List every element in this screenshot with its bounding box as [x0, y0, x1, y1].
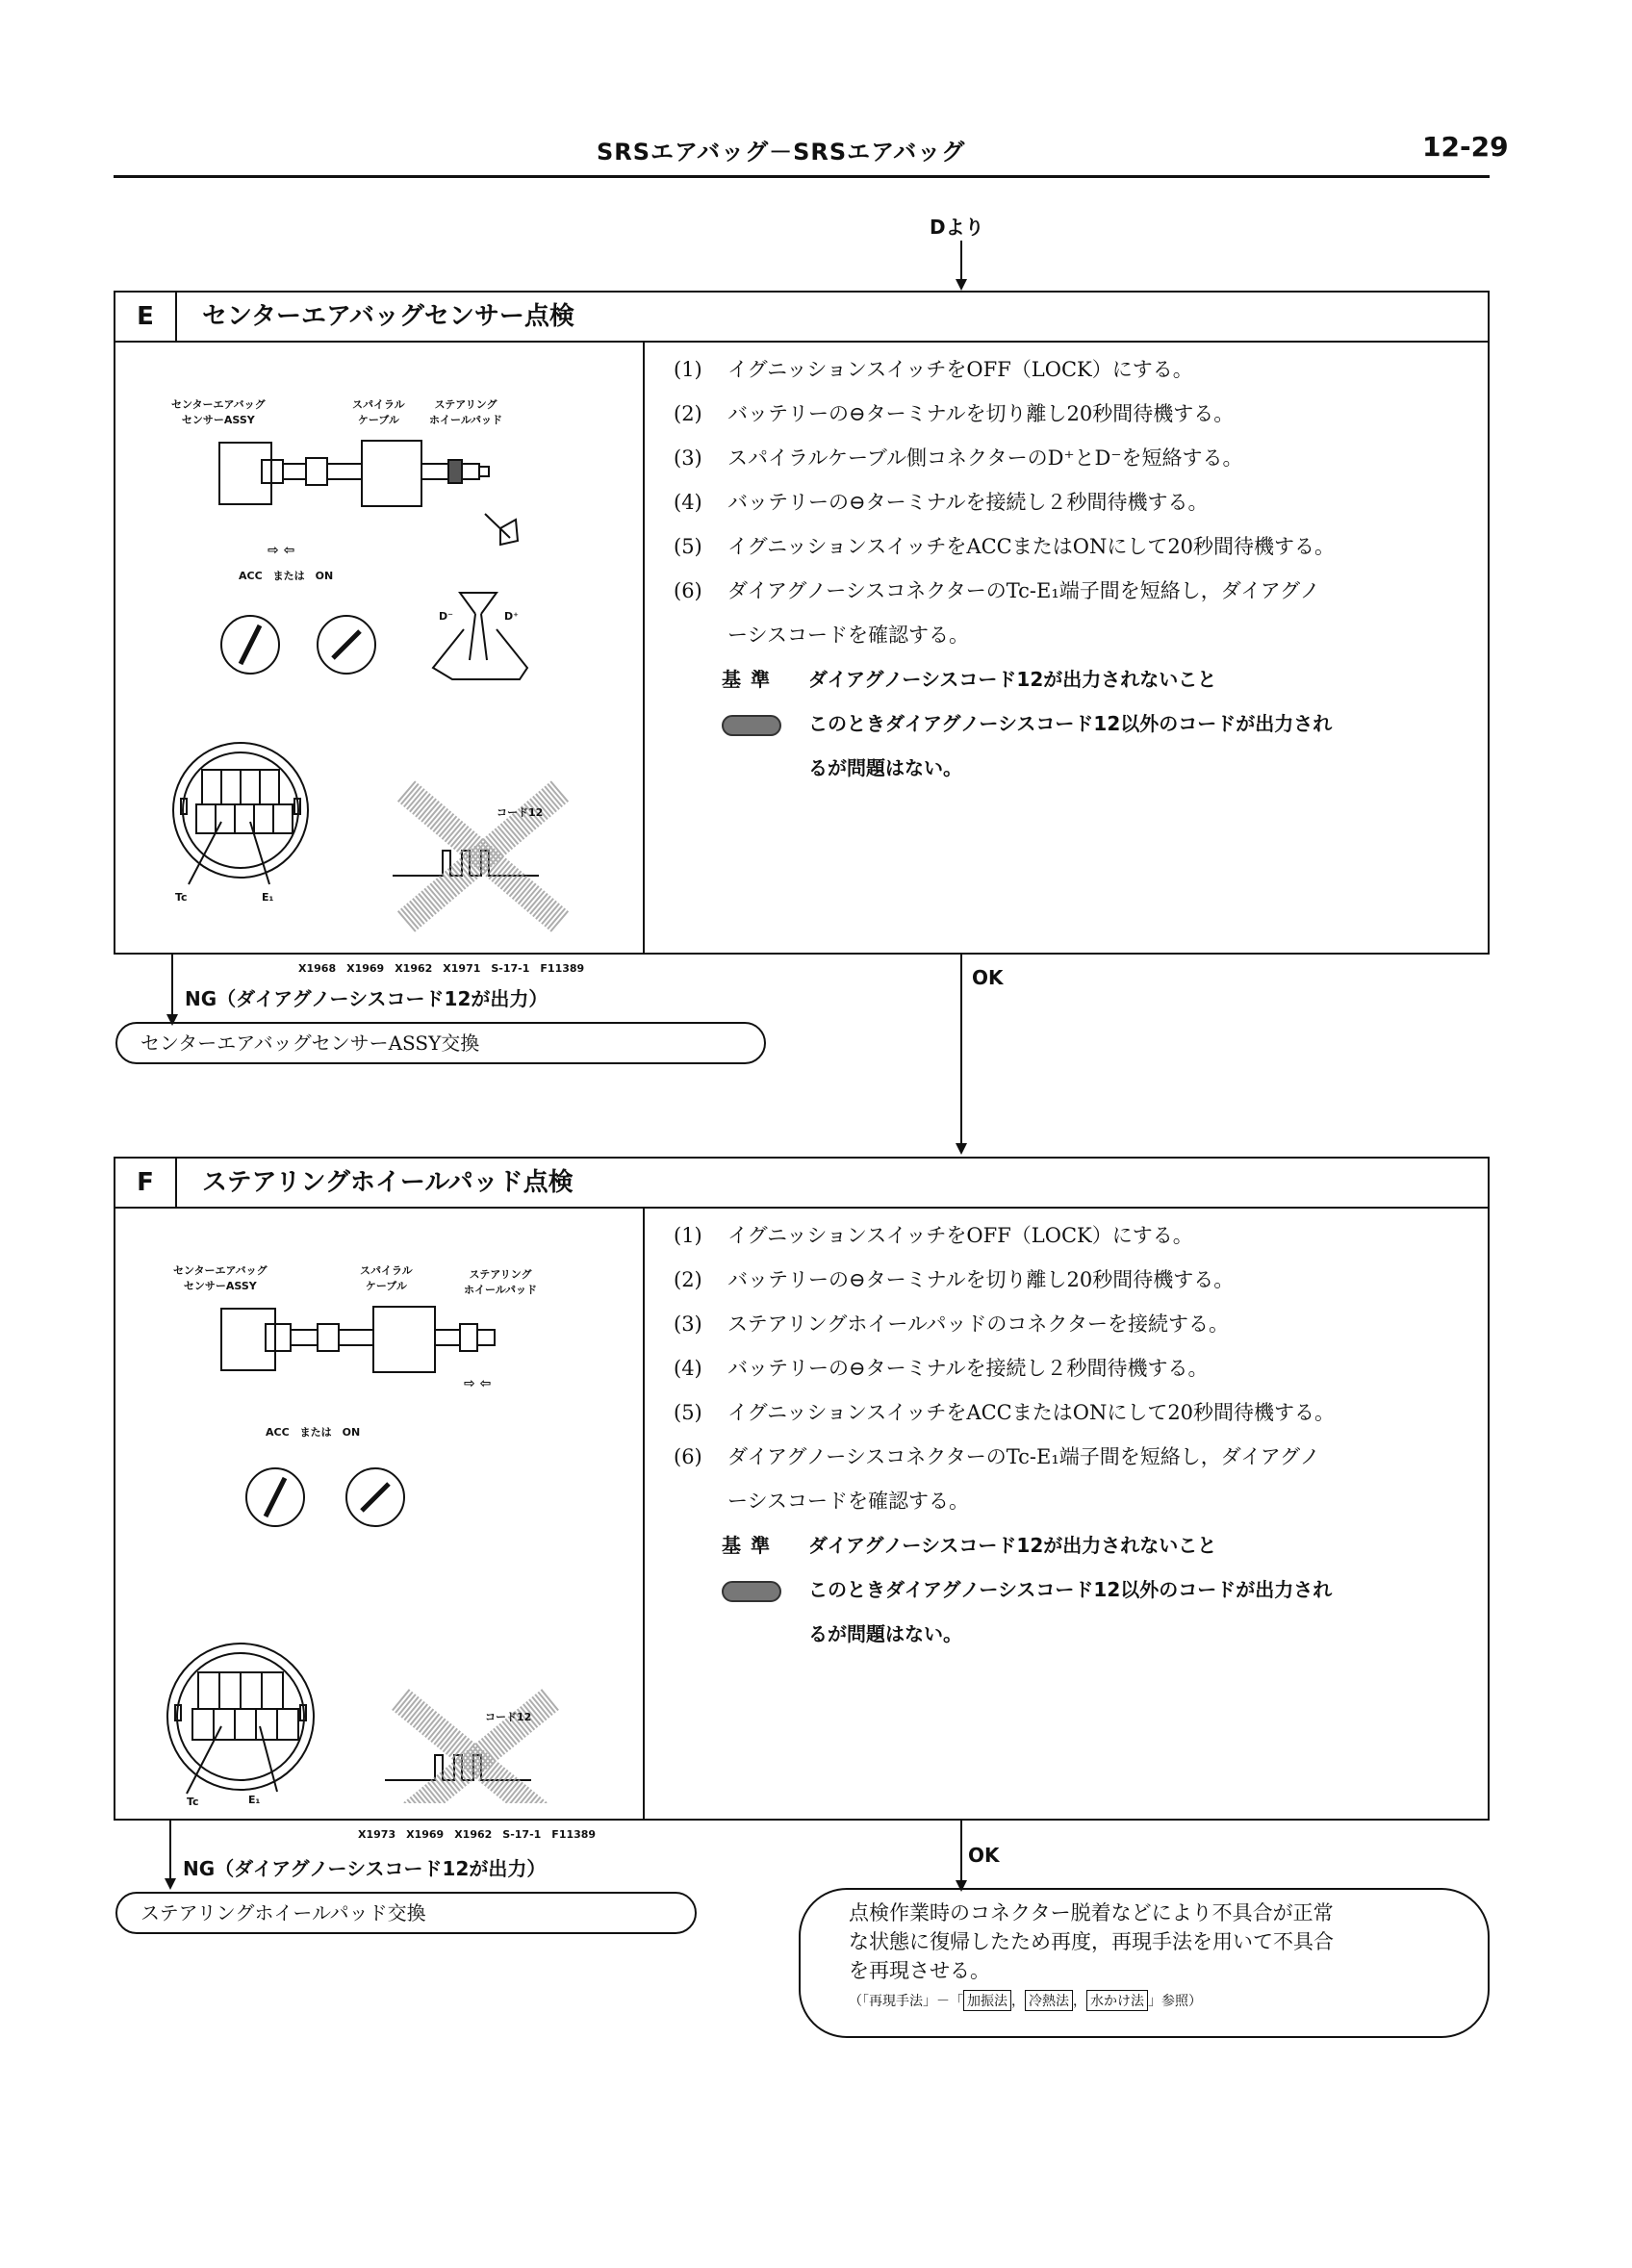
- standard-line: 基準 ダイアグノーシスコード12が出力されないこと: [722, 668, 1217, 691]
- step-6-continuation: ーシスコードを確認する。: [727, 624, 969, 647]
- diag-connector-e: [173, 743, 308, 878]
- ng-label-f: NG（ダイアグノーシスコード12が出力）: [183, 1857, 547, 1880]
- tc-label: Tc: [187, 1796, 199, 1808]
- label-spiral-cable: スパイラル ケーブル: [352, 398, 405, 426]
- step-item: (4) バッテリーの⊖ターミナルを接続し２秒間待機する。: [674, 491, 1209, 514]
- sensor-assy-block: [221, 1309, 275, 1370]
- spiral-cable-block: [373, 1307, 435, 1372]
- ng-action-f: ステアリングホイールパッド交換: [115, 1892, 697, 1934]
- ok-line-f: [960, 1821, 962, 1882]
- section-e-title: センターエアバッグセンサー点検: [202, 302, 574, 331]
- section-f-letter: F: [115, 1159, 177, 1207]
- reproduce-line-3: を再現させる。: [849, 1959, 990, 1982]
- flow-arrow-into-e: [956, 279, 967, 291]
- note-line-cont: るが問題はない。: [808, 1622, 962, 1645]
- step-item: (6) ダイアグノーシスコネクターのTc-E₁端子間を短絡し，ダイアグノ: [674, 579, 1320, 602]
- section-e-letter: E: [115, 293, 177, 341]
- label-sensor-assy: センターエアバッグ センサーASSY: [173, 1264, 268, 1292]
- section-f-diagram: [115, 1207, 643, 1803]
- label-spiral-cable: スパイラル ケーブル: [360, 1264, 413, 1292]
- ng-arrow-f: [165, 1878, 176, 1890]
- step-item: (1) イグニッションスイッチをOFF（LOCK）にする。: [674, 358, 1193, 381]
- reproduce-line-1: 点検作業時のコネクター脱着などにより不具合が正常: [849, 1901, 1334, 1924]
- section-f-box: [114, 1157, 1490, 1821]
- ref-water-sprinkle-method: 水かけ法: [1086, 1990, 1148, 2011]
- reproduce-fault-bubble: [799, 1888, 1490, 2038]
- section-f-figure: [115, 1207, 645, 1819]
- standard-line: 基準 ダイアグノーシスコード12が出力されないこと: [722, 1534, 1217, 1557]
- acc-on-label: ACC または ON: [239, 570, 334, 582]
- d-minus-label: D⁻: [439, 610, 453, 623]
- note-line-cont: るが問題はない。: [808, 756, 962, 779]
- section-f-title: ステアリングホイールパッド点検: [202, 1168, 574, 1197]
- d-plus-label: D⁺: [504, 610, 519, 623]
- ok-label-f: OK: [968, 1844, 1000, 1867]
- label-steering-pad: ステアリング ホイールパッド: [429, 398, 503, 426]
- step-item: (2) バッテリーの⊖ターミナルを切り離し20秒間待機する。: [674, 402, 1235, 425]
- acc-on-label: ACC または ON: [266, 1426, 361, 1439]
- svg-text:⇨ ⇦: ⇨ ⇦: [268, 543, 295, 558]
- section-f-figure-codes: X1973 X1969 X1962 S-17-1 F11389: [358, 1828, 597, 1841]
- section-e-box: [114, 291, 1490, 955]
- label-steering-pad: ステアリング ホイールパッド: [464, 1268, 538, 1296]
- page-number: 12-29: [1422, 131, 1509, 163]
- step-item: (6) ダイアグノーシスコネクターのTc-E₁端子間を短絡し，ダイアグノ: [674, 1445, 1320, 1468]
- code12-label: コード12: [485, 1711, 532, 1723]
- step-item: (5) イグニッションスイッチをACCまたはONにして20秒間待機する。: [674, 535, 1336, 558]
- ref-vibration-method: 加振法: [963, 1990, 1011, 2011]
- reproduce-reference: （「再現手法」－「 加振法 ， 冷熱法 ， 水かけ法 」参照）: [849, 1990, 1202, 2011]
- step-item: (4) バッテリーの⊖ターミナルを接続し２秒間待機する。: [674, 1357, 1209, 1380]
- ok-arrow-e: [956, 1143, 967, 1155]
- e1-label: E₁: [248, 1794, 261, 1806]
- page-header-title: SRSエアバッグ－SRSエアバッグ: [597, 139, 966, 166]
- flow-line-into-e: [960, 241, 962, 279]
- note-line: このときダイアグノーシスコード12以外のコードが出力され: [722, 1574, 1332, 1602]
- ng-line-f: [169, 1821, 171, 1884]
- section-e-figure: [115, 341, 645, 953]
- step-item: (5) イグニッションスイッチをACCまたはONにして20秒間待機する。: [674, 1401, 1336, 1424]
- step-item: (3) スパイラルケーブル側コネクターのD⁺とD⁻を短絡する。: [674, 446, 1243, 470]
- note-line: このときダイアグノーシスコード12以外のコードが出力され: [722, 708, 1332, 736]
- label-sensor-assy: センターエアバッグ センサーASSY: [171, 398, 266, 426]
- e1-label: E₁: [262, 891, 274, 904]
- step-item: (3) ステアリングホイールパッドのコネクターを接続する。: [674, 1312, 1230, 1336]
- spiral-cable-block: [362, 441, 421, 506]
- svg-text:⇨ ⇦: ⇨ ⇦: [464, 1376, 492, 1391]
- section-e-diagram: [115, 341, 643, 937]
- diag-connector-f: [167, 1644, 314, 1790]
- step-item: (2) バッテリーの⊖ターミナルを切り離し20秒間待機する。: [674, 1268, 1235, 1291]
- sensor-assy-block: [219, 443, 271, 504]
- ng-label-e: NG（ダイアグノーシスコード12が出力）: [185, 987, 548, 1010]
- step-6-continuation: ーシスコードを確認する。: [727, 1490, 969, 1513]
- ok-line-e: [960, 955, 962, 1143]
- ng-line-e: [171, 955, 173, 1020]
- section-f-header: [115, 1159, 1488, 1209]
- note-badge-icon: [722, 1581, 781, 1602]
- from-d-label: Dより: [930, 216, 984, 239]
- step-item: (1) イグニッションスイッチをOFF（LOCK）にする。: [674, 1224, 1193, 1247]
- reproduce-line-2: な状態に復帰したため再度，再現手法を用いて不具合: [849, 1930, 1334, 1953]
- section-e-header: [115, 293, 1488, 343]
- header-rule: [114, 175, 1490, 178]
- pad-connector: [433, 593, 527, 679]
- note-badge-icon: [722, 715, 781, 736]
- ok-label-e: OK: [972, 966, 1004, 989]
- ref-heat-cold-method: 冷熱法: [1025, 1990, 1073, 2011]
- code12-label: コード12: [497, 806, 544, 819]
- tc-label: Tc: [175, 891, 188, 904]
- section-e-figure-codes: X1968 X1969 X1962 X1971 S-17-1 F11389: [298, 962, 585, 975]
- ng-action-e: センターエアバッグセンサーASSY交換: [115, 1022, 766, 1064]
